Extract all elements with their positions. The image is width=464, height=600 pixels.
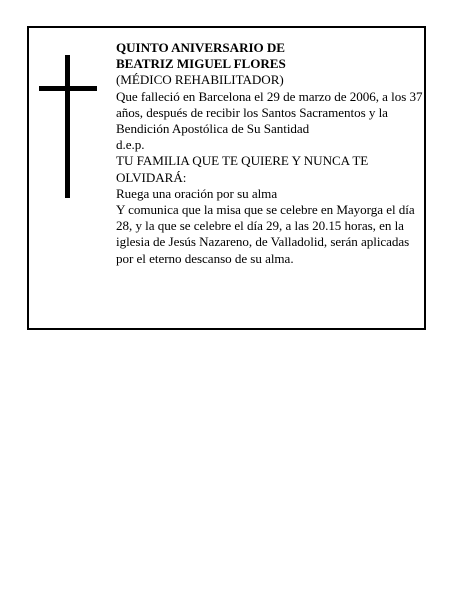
- notice-text: [116, 40, 424, 267]
- cross-horizontal-bar: [39, 86, 97, 91]
- cross-icon: [39, 55, 99, 198]
- notice-profession: (MÉDICO REHABILITADOR): [116, 72, 284, 88]
- notice-heading-line-1: QUINTO ANIVERSARIO DE: [116, 40, 285, 55]
- notice-dep: d.e.p.: [116, 137, 145, 153]
- notice-mass-text: Y comunica que la misa que se celebre en Mayorga el día 28, y la que se celebre el día 29, a las 20.15 horas, en la iglesia de Jesús Nazareno, de Valladolid, serán aplicadas por el eterno descanso de su alma.: [116, 202, 418, 266]
- notice-prayer-request: Ruega una oración por su alma: [116, 185, 278, 201]
- notice-family-text: TU FAMILIA QUE TE QUIERE Y NUNCA TE OLVIDARÁ:: [116, 153, 372, 185]
- cross-vertical-bar: [65, 55, 70, 198]
- notice-death-text: Que falleció en Barcelona el 29 de marzo de 2006, a los 37 años, después de recibir los Santos Sacramentos y la Bendición Apostólica de Su Santidad: [116, 88, 426, 137]
- notice-heading-line-2: BEATRIZ MIGUEL FLORES: [116, 56, 286, 72]
- obituary-notice: [27, 26, 426, 330]
